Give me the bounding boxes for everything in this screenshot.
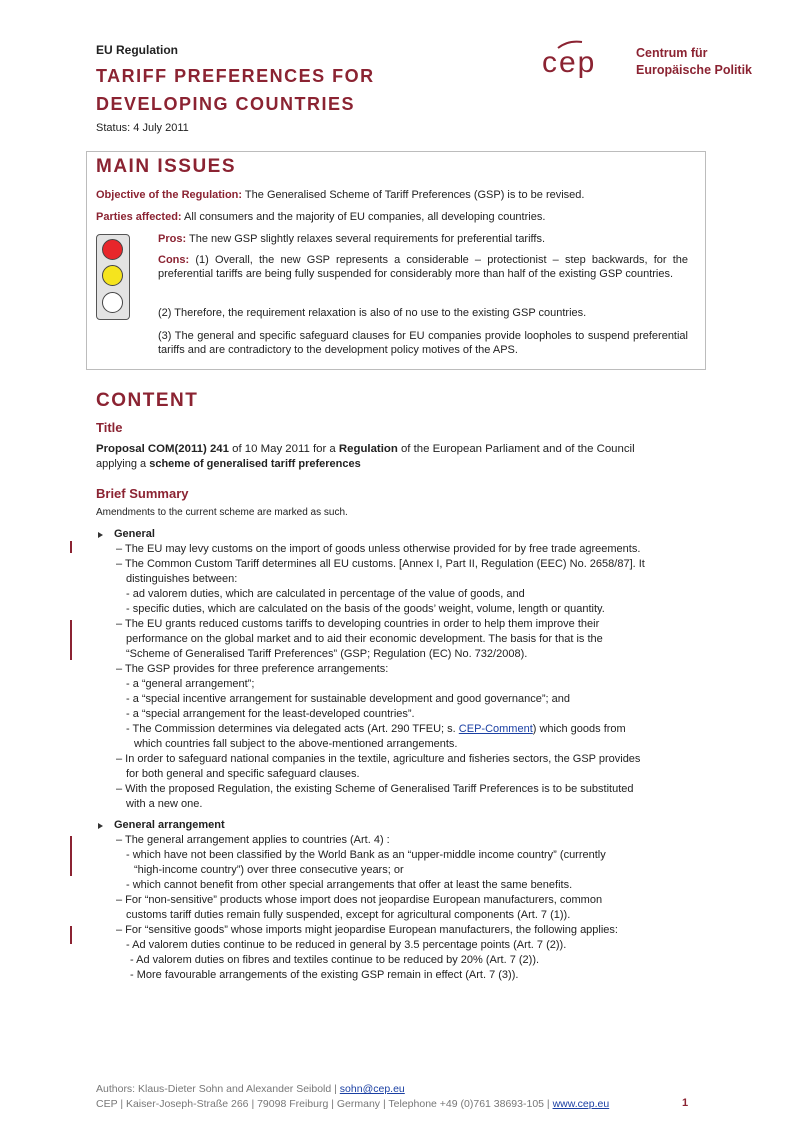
amendments-note: Amendments to the current scheme are marked as such. xyxy=(96,507,348,518)
objective-text: The Generalised Scheme of Tariff Preferences (GSP) is to be revised. xyxy=(242,189,585,201)
general-item: “Scheme of Generalised Tariff Preferences” (GSP; Regulation (EC) No. 732/2008). xyxy=(126,648,528,660)
arrangement-item: - which have not been classified by the World Bank as an “upper-middle income country” (currently xyxy=(126,849,606,861)
website-link[interactable]: www.cep.eu xyxy=(552,1098,610,1110)
author-email-link[interactable]: sohn@cep.eu xyxy=(339,1083,405,1095)
pros-line xyxy=(158,232,688,246)
arrangement-item: customs tariff duties remain fully suspended, except for agricultural components (Art. 7 (1)). xyxy=(126,909,571,921)
document-title-line2: DEVELOPING COUNTRIES xyxy=(96,94,356,114)
parties-line xyxy=(96,210,696,224)
org-name-line2: Europäische Politik xyxy=(636,63,753,77)
general-item: with a new one. xyxy=(126,798,203,810)
general-item: - a “special incentive arrangement for sustainable development and good governance”; and xyxy=(126,693,570,705)
cep-logo xyxy=(538,38,628,84)
traffic-light-yellow xyxy=(102,265,123,286)
brief-summary-heading: Brief Summary xyxy=(96,486,189,501)
page-number: 1 xyxy=(682,1097,689,1109)
cep-comment-link[interactable]: CEP-Comment xyxy=(458,723,533,735)
arrangement-item: - More favourable arrangements of the existing GSP remain in effect (Art. 7 (3)). xyxy=(130,969,519,981)
footer-authors-text: Authors: Klaus-Dieter Sohn and Alexander Seibold | xyxy=(96,1083,340,1095)
general-item: – The EU grants reduced customs tariffs to developing countries in order to help them improve their xyxy=(116,618,600,630)
general-item xyxy=(126,722,626,736)
objective-label: Objective of the Regulation: xyxy=(96,189,243,201)
amendment-marker xyxy=(70,926,72,944)
general-item: distinguishes between: xyxy=(126,573,238,585)
general-item: - a “special arrangement for the least-developed countries”. xyxy=(126,708,415,720)
general-item: – The EU may levy customs on the import of goods unless otherwise provided for by free trade agreements. xyxy=(116,543,641,555)
arrangement-item: - which cannot benefit from other special arrangements that offer at least the same benefits. xyxy=(126,879,573,891)
parties-label: Parties affected: xyxy=(96,211,182,223)
pros-text: The new GSP slightly relaxes several requirements for preferential tariffs. xyxy=(186,233,546,245)
cons-point-3: (3) The general and specific safeguard clauses for EU companies provide loopholes to suspend preferential tariffs and are contradictory to the development policy motives of the APS. xyxy=(158,330,688,356)
general-heading: General xyxy=(114,528,155,540)
general-item: - a “general arrangement”; xyxy=(126,678,255,690)
traffic-light-red xyxy=(102,239,123,260)
general-item: - ad valorem duties, which are calculated in percentage of the value of goods, and xyxy=(126,588,525,600)
amendment-marker xyxy=(70,620,72,660)
arrangement-item: – The general arrangement applies to countries (Art. 4) : xyxy=(116,834,390,846)
cons-point-2: (2) Therefore, the requirement relaxation is also of no use to the existing GSP countries. xyxy=(158,307,587,319)
cons-paragraph xyxy=(158,253,688,281)
arrangement-item: - Ad valorem duties on fibres and textiles continue to be reduced by 20% (Art. 7 (2)). xyxy=(130,954,540,966)
status-date: Status: 4 July 2011 xyxy=(96,122,189,134)
general-item: – With the proposed Regulation, the existing Scheme of Generalised Tariff Preferences is to be substituted xyxy=(116,783,634,795)
pros-label: Pros: xyxy=(158,233,187,245)
general-item-text: ) which goods from xyxy=(532,723,626,735)
general-item: performance on the global market and to aid their economic development. The basis for that is the xyxy=(126,633,603,645)
general-arrangement-heading: General arrangement xyxy=(114,819,225,831)
proposal-line2-bold: scheme of generalised tariff preferences xyxy=(149,458,361,470)
proposal-line2-pre: applying a xyxy=(96,458,150,470)
org-name xyxy=(636,45,752,79)
parties-text: All consumers and the majority of EU companies, all developing countries. xyxy=(181,211,546,223)
content-heading: CONTENT xyxy=(96,390,199,411)
proposal-rest: of the European Parliament and of the Council xyxy=(397,443,635,455)
footer-authors xyxy=(96,1083,405,1095)
arrangement-item: – For “non-sensitive” products whose import does not jeopardise European manufacturers, common xyxy=(116,894,603,906)
general-item: for both general and specific safeguard clauses. xyxy=(126,768,360,780)
arrangement-item: “high-income country”) over three consecutive years; or xyxy=(134,864,404,876)
main-issues-heading: MAIN ISSUES xyxy=(96,156,237,177)
footer-address xyxy=(96,1098,609,1110)
proposal-line2 xyxy=(96,457,688,471)
general-item: - specific duties, which are calculated on the basis of the goods’ weight, volume, length or quantity. xyxy=(126,603,605,615)
traffic-light-white xyxy=(102,292,123,313)
objective-line xyxy=(96,188,696,202)
title-subheading: Title xyxy=(96,420,123,435)
proposal-date: of 10 May 2011 for a xyxy=(228,443,339,455)
bullet-triangle-icon xyxy=(98,532,103,538)
general-item: – The Common Custom Tariff determines all EU customs. [Annex I, Part II, Regulation (EEC) No. 2658/87]. It xyxy=(116,558,645,570)
footer-address-text: CEP | Kaiser-Joseph-Straße 266 | 79098 Freiburg | Germany | Telephone +49 (0)761 38693-105 | xyxy=(96,1098,553,1110)
document-title-line1: TARIFF PREFERENCES FOR xyxy=(96,66,375,86)
proposal-regulation: Regulation xyxy=(338,443,398,455)
org-name-line1: Centrum für xyxy=(636,46,708,60)
document-category: EU Regulation xyxy=(96,43,179,57)
cep-logo-text: cep xyxy=(542,46,597,79)
proposal-id: Proposal COM(2011) 241 xyxy=(96,443,229,455)
general-item: – The GSP provides for three preference arrangements: xyxy=(116,663,389,675)
amendment-marker xyxy=(70,541,72,553)
traffic-light-icon xyxy=(96,234,130,320)
general-item: – In order to safeguard national companies in the textile, agriculture and fisheries sectors, the GSP provides xyxy=(116,753,641,765)
amendment-marker xyxy=(70,836,72,876)
general-item-text: - The Commission determines via delegated acts (Art. 290 TFEU; s. xyxy=(126,723,459,735)
cons-text: (1) Overall, the new GSP represents a considerable – protectionist – step backwards, for the preferential tariffs are being fully suspended for considerably more than half of the existing GSP countries. xyxy=(158,254,688,280)
arrangement-item: – For “sensitive goods” whose imports might jeopardise European manufacturers, the following applies: xyxy=(116,924,618,936)
cons-label: Cons: xyxy=(158,254,190,266)
arrangement-item: - Ad valorem duties continue to be reduced in general by 3.5 percentage points (Art. 7 (2)). xyxy=(126,939,567,951)
general-item: which countries fall subject to the above-mentioned arrangements. xyxy=(134,738,458,750)
bullet-triangle-icon xyxy=(98,823,103,829)
proposal-line1 xyxy=(96,442,688,456)
